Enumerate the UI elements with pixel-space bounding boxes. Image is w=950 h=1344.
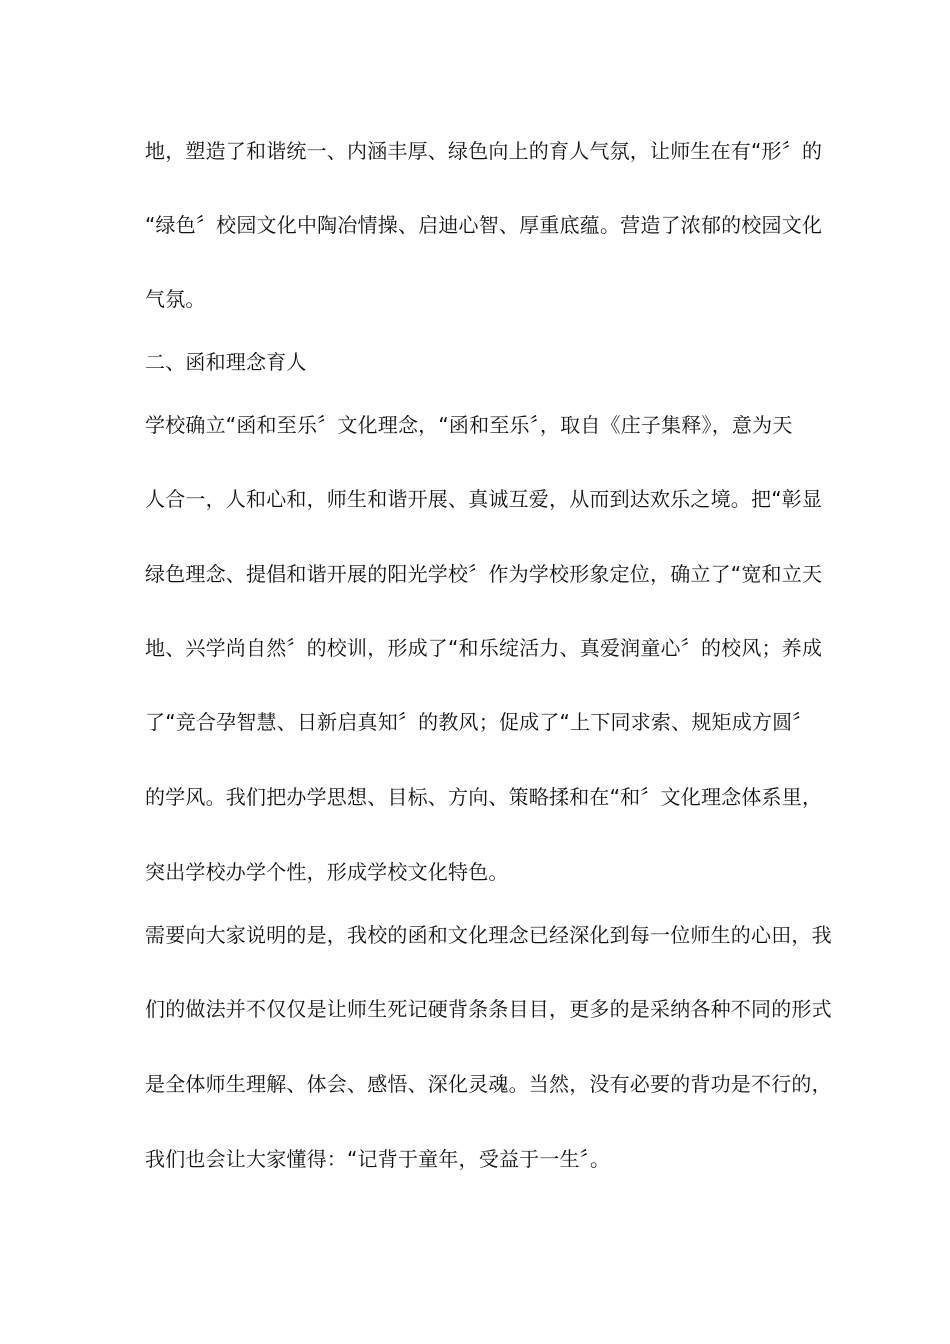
text-line: 地、兴学尚自然〞的校训，形成了“和乐绽活力、真爱润童心〞的校风；养成 — [145, 636, 823, 660]
text-line: 绿色理念、提倡和谐开展的阳光学校〞作为学校形象定位，确立了“宽和立天 — [145, 562, 823, 586]
text-line: 需要向大家说明的是，我校的函和文化理念已经深化到每一位师生的心田，我 — [145, 923, 832, 947]
text-line: 的学风。我们把办学思想、目标、方向、策略揉和在“和〞文化理念体系里， — [145, 785, 823, 809]
text-line: 气氛。 — [145, 287, 206, 311]
text-line: 们的做法并不仅仅是让师生死记硬背条条目目，更多的是采纳各种不同的形式 — [145, 997, 832, 1021]
text-line: 突出学校办学个性，形成学校文化特色。 — [145, 860, 509, 884]
section-heading: 二、函和理念育人 — [145, 350, 307, 374]
text-line: 地，塑造了和谐统一、内涵丰厚、绿色向上的育人气氛，让师生在有“形〞的 — [145, 139, 823, 163]
text-line: 是全体师生理解、体会、感悟、深化灵魂。当然，没有必要的背功是不行的， — [145, 1072, 832, 1096]
text-line: 人合一，人和心和，师生和谐开展、真诚互爱，从而到达欢乐之境。把“彰显 — [145, 487, 823, 511]
text-line: 了“竞合孕智慧、日新启真知〞的教风；促成了“上下同求索、规矩成方圆〞 — [145, 710, 813, 734]
text-line: 学校确立“函和至乐〞文化理念，“函和至乐〞，取自《庄子集释》，意为天 — [145, 413, 793, 437]
text-line: 我们也会让大家懂得：“记背于童年，受益于一生〞。 — [145, 1147, 611, 1171]
text-line: “绿色〞校园文化中陶冶情操、启迪心智、厚重底蕴。营造了浓郁的校园文化 — [145, 213, 823, 237]
